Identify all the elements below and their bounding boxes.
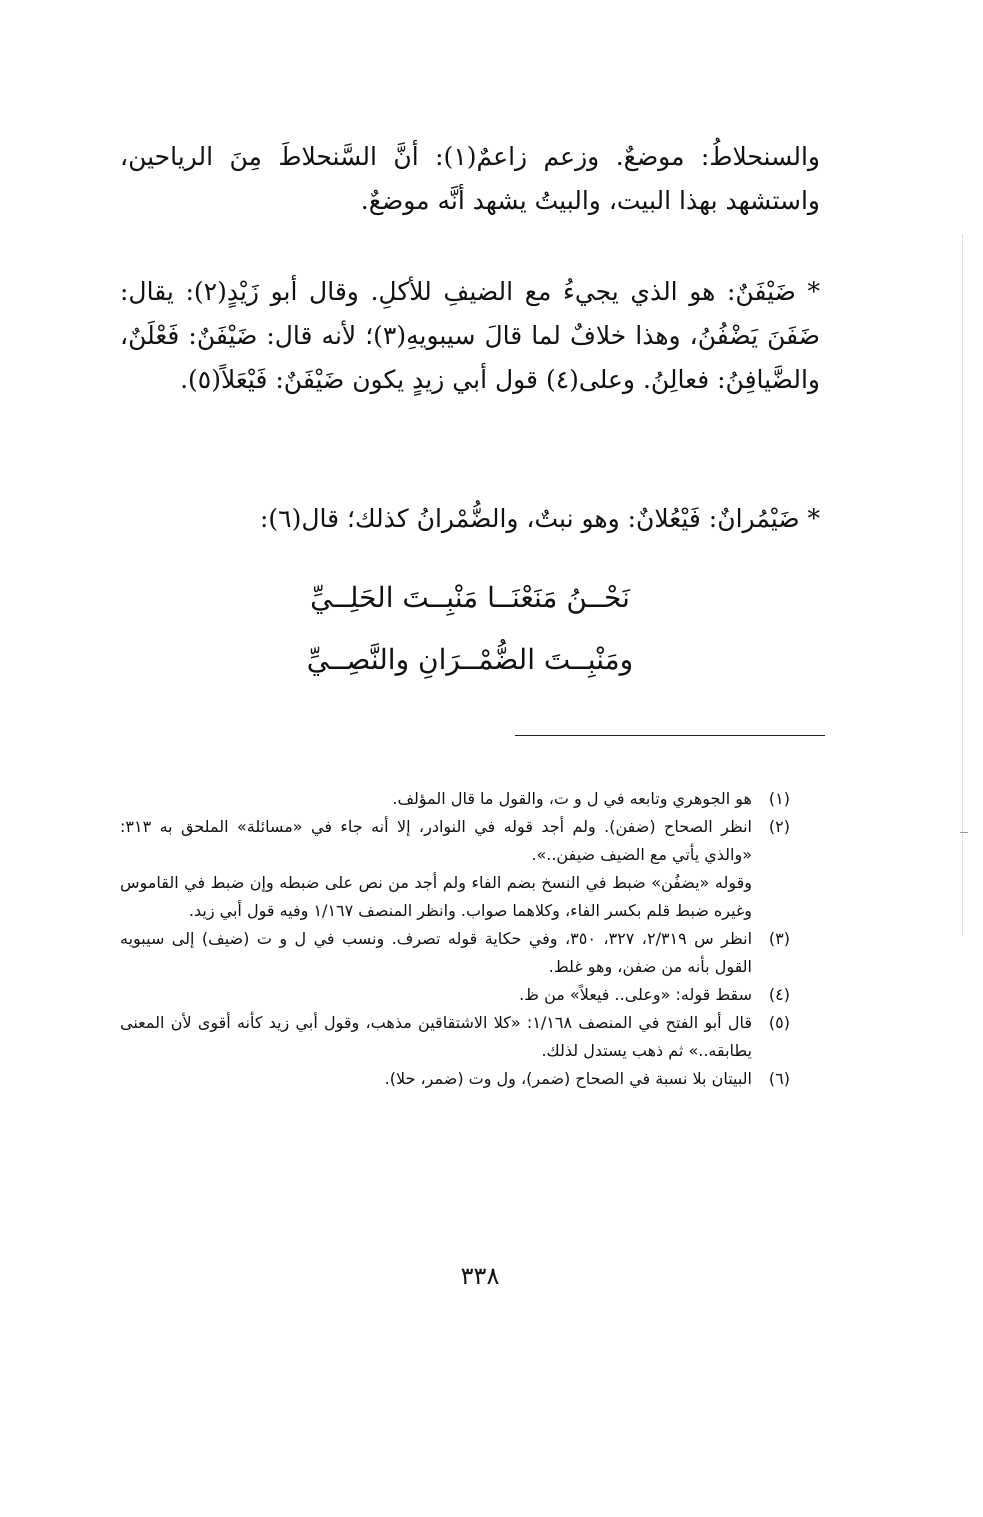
footnote-separator — [515, 735, 825, 736]
footnote-item — [120, 1065, 790, 1093]
footnote-text: وقوله «يضفُن» ضبط في النسخ بضم الفاء ولم أجد من نص على ضبطه وإن ضبط في القاموس وغيره ضبط قلم بكسر الفاء، وكلاهما صواب. وانظر المنصف ١/١٦٧ وفيه قول أبي زيد. — [120, 873, 752, 920]
footnote-number: (٦) — [768, 1069, 790, 1088]
poem-verse-1: نَحْــنُ مَنَعْنَــا مَنْبِــتَ الحَلِــيِّ — [310, 581, 630, 614]
scan-edge-mark — [960, 832, 968, 833]
scan-edge-line — [962, 235, 963, 935]
footnote-number: (٥) — [768, 1013, 790, 1032]
paragraph-daymuran: * ضَيْمُرانٌ: فَيْعُلانٌ: وهو نبتٌ، والضُّمْرانُ كذلك؛ قال(٦): — [259, 504, 820, 533]
footnote-number: (٤) — [768, 985, 790, 1004]
footnote-item — [120, 925, 790, 981]
paragraph-sanhalat: والسنحلاطُ: موضعٌ. وزعم زاعمٌ(١): أنَّ السَّنحلاطَ مِنَ الرياحين، واستشهد بهذا البيت، والبيتُ يشهد أنَّه موضعٌ. — [120, 142, 821, 215]
poem-verse-2: ومَنْبِــتَ الضُّمْــرَانِ والنَّصِــيِّ — [306, 643, 634, 676]
footnote-item — [120, 869, 790, 925]
footnotes — [120, 785, 790, 1093]
footnote-item — [120, 981, 790, 1009]
footnote-number — [752, 869, 790, 925]
footnote-text: هو الجوهري وتابعه في ل و ت، والقول ما قال المؤلف. — [392, 789, 752, 808]
footnote-text: قال أبو الفتح في المنصف ١/١٦٨: «كلا الاشتقاقين مذهب، وقول أبي زيد كأنه أقوى لأن المعنى يطابقه..» ثم ذهب يستدل لذلك. — [120, 1013, 752, 1060]
footnote-number: (٢) — [768, 817, 790, 836]
page-number: ٣٣٨ — [460, 1262, 500, 1290]
footnote-item — [120, 813, 790, 869]
footnote-text: انظر الصحاح (ضفن). ولم أجد قوله في النوادر، إلا أنه جاء في «مسائلة» الملحق به ٣١٣: «والذي يأتي مع الضيف ضيفن..». — [120, 817, 752, 864]
footnote-text: انظر س ٢/٣١٩، ٣٢٧، ٣٥٠، وفي حكاية قوله تصرف. ونسب في ل و ت (ضيف) إلى سيبويه القول بأنه من ضفن، وهو غلط. — [120, 929, 753, 976]
footnote-text: سقط قوله: «وعلى.. فيعلاً» من ظ. — [519, 985, 752, 1004]
footnote-item — [120, 1009, 790, 1065]
paragraph-dayfan: * ضَيْفَنٌ: هو الذي يجيءُ مع الضيفِ للأكلِ. وقال أبو زَيْدٍ(٢): يقال: ضَفَنَ يَضْفُنُ، وهذا خلافٌ لما قالَ سيبويهِ(٣)؛ لأنه قال: ضَيْفَنٌ: فَعْلَنٌ، والضَّيافِنُ: فعالِنُ. وعلى(٤) قول أبي زيدٍ يكون ضَيْفَنٌ: فَيْعَلاً(٥). — [120, 277, 820, 394]
footnote-number: (٣) — [768, 929, 790, 948]
footnote-number: (١) — [768, 789, 790, 808]
footnote-item — [120, 785, 790, 813]
footnote-text: البيتان بلا نسبة في الصحاح (ضمر)، ول وت (ضمر، حلا). — [384, 1069, 752, 1088]
